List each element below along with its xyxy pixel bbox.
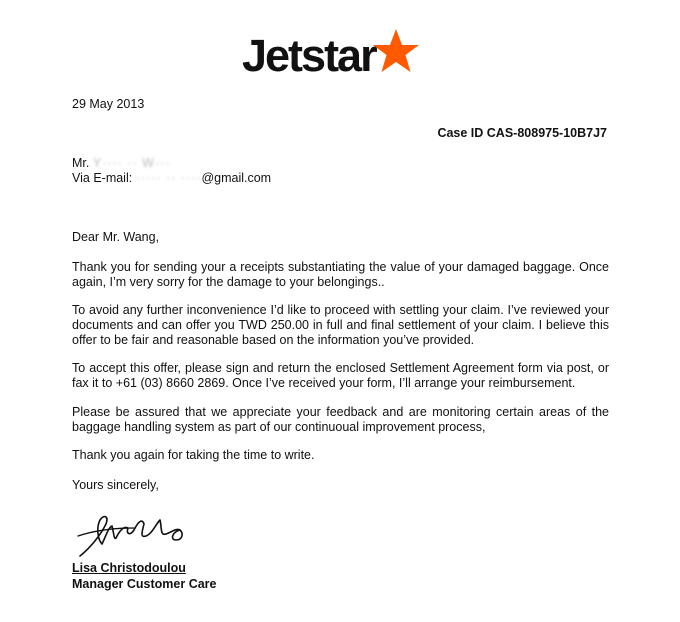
signer-name: Lisa Christodoulou xyxy=(72,561,186,575)
paragraph-1: Thank you for sending your a receipts substantiating the value of your damaged baggage. Once again, I’m very sorry for the damage to your belongings.. xyxy=(72,260,609,289)
jetstar-logo xyxy=(242,30,420,80)
closing: Yours sincerely, xyxy=(72,478,159,492)
salutation: Dear Mr. Wang, xyxy=(72,230,160,244)
letter-date: 29 May 2013 xyxy=(72,97,145,111)
paragraph-2: To avoid any further inconvenience I’d like to proceed with settling your claim. I’ve reviewed your documents and can offer you TWD 250.00 in full and final settlement of your claim. I believe this offer to be fair and reasonable based on the information you’ve provided. xyxy=(72,303,609,347)
recipient-name-redacted: Y···· ·· W··· xyxy=(92,156,171,170)
email-redacted: ····· ·· ···· xyxy=(135,171,202,185)
case-id: Case ID CAS-808975-10B7J7 xyxy=(437,126,607,140)
email-prefix: Via E-mail: xyxy=(72,171,133,185)
paragraph-5: Thank you again for taking the time to write. xyxy=(72,448,315,462)
paragraph-3: To accept this offer, please sign and return the enclosed Settlement Agreement form via post, or fax it to +61 (03) 8660 2869. Once I’ve received your form, I’ll arrange your reimbursement. xyxy=(72,361,609,390)
recipient-address xyxy=(72,156,271,186)
signer-title: Manager Customer Care xyxy=(72,577,217,591)
paragraph-4: Please be assured that we appreciate your feedback and are monitoring certain areas of the baggage handling system as part of our continuoual improvement process, xyxy=(72,405,609,434)
handwritten-signature xyxy=(76,506,196,561)
email-domain: @gmail.com xyxy=(201,171,272,185)
recipient-name-line xyxy=(72,156,271,171)
recipient-name-prefix: Mr. xyxy=(72,156,90,170)
star-icon xyxy=(372,28,420,74)
logo-wordmark: Jetstar xyxy=(242,29,376,81)
recipient-email-line xyxy=(72,171,271,186)
